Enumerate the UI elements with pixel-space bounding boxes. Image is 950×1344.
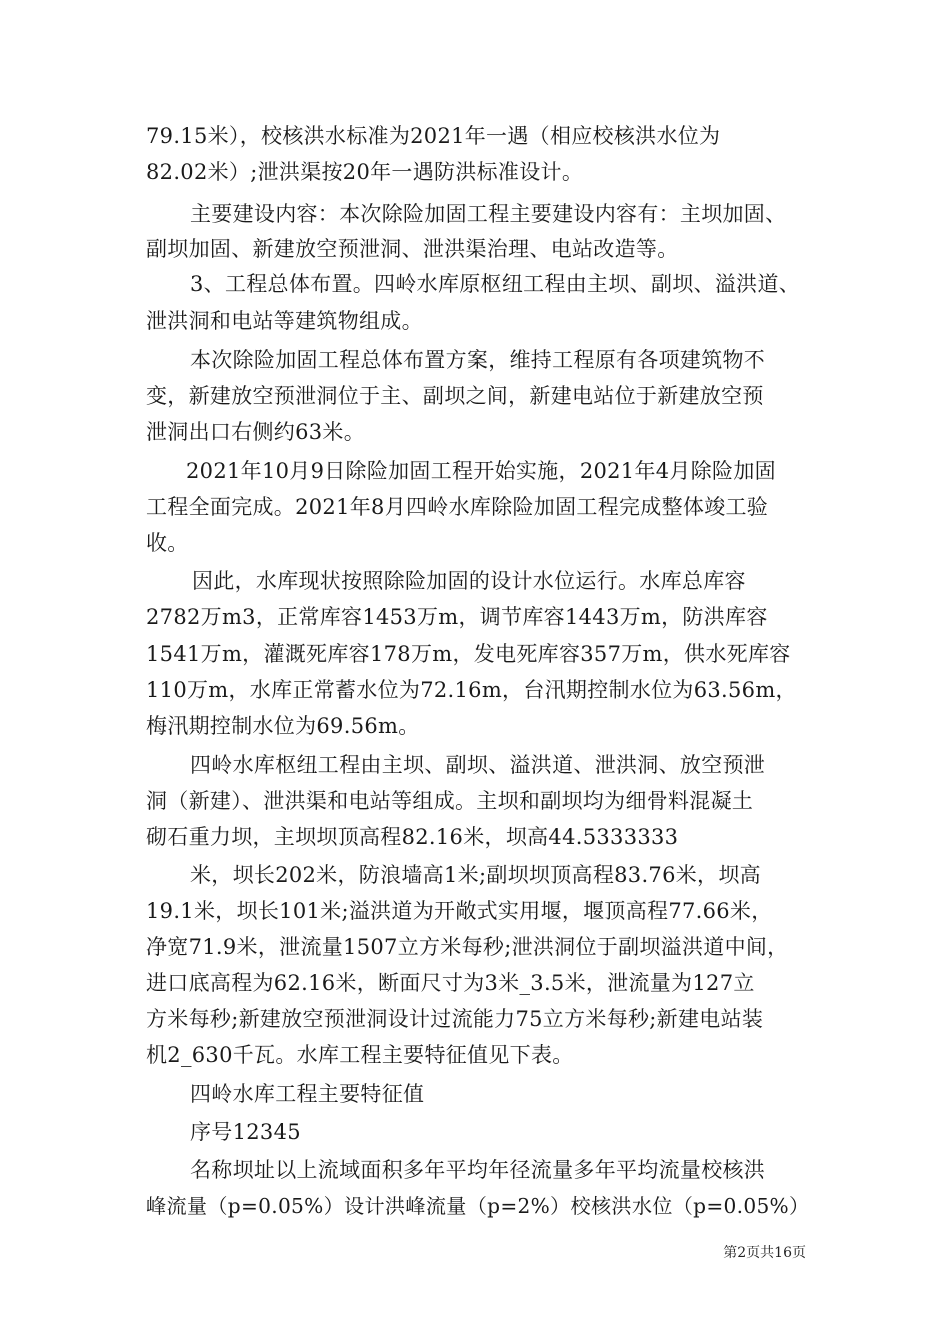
text-line: 米，坝长202米，防浪墙高1米;副坝坝顶高程83.76米，坝高 (190, 863, 761, 887)
text-line: 洞（新建）、泄洪渠和电站等组成。主坝和副坝均为细骨料混凝土 (146, 789, 754, 813)
text-line: 79.15米），校核洪水标准为2021年一遇（相应校核洪水位为 (146, 124, 721, 148)
text-line: 3、工程总体布置。四岭水库原枢纽工程由主坝、副坝、溢洪道、 (190, 272, 801, 296)
text-line: 泄洪洞和电站等建筑物组成。 (146, 309, 423, 333)
text-line: 净宽71.9米，泄流量1507立方米每秒;泄洪洞位于副坝溢洪道中间， (146, 935, 789, 959)
table-caption: 四岭水库工程主要特征值 (190, 1082, 425, 1106)
text-line: 四岭水库枢纽工程由主坝、副坝、溢洪道、泄洪洞、放空预泄 (190, 753, 766, 777)
text-line: 序号12345 (190, 1120, 301, 1144)
text-line: 收。 (146, 531, 189, 555)
text-line: 工程全面完成。2021年8月四岭水库除险加固工程完成整体竣工验 (146, 495, 769, 519)
text-line: 2021年10月9日除险加固工程开始实施，2021年4月除险加固 (186, 459, 776, 483)
text-line: 副坝加固、新建放空预泄洞、泄洪渠治理、电站改造等。 (146, 237, 679, 261)
text-line: 进口底高程为62.16米，断面尺寸为3米_3.5米，泄流量为127立 (146, 971, 755, 995)
text-line: 因此，水库现状按照除险加固的设计水位运行。水库总库容 (192, 569, 746, 593)
text-line: 主要建设内容：本次除险加固工程主要建设内容有：主坝加固、 (190, 202, 787, 226)
text-line: 110万m，水库正常蓄水位为72.16m，台汛期控制水位为63.56m， (146, 678, 797, 702)
text-line: 梅汛期控制水位为69.56m。 (146, 714, 420, 738)
text-line: 泄洞出口右侧约63米。 (146, 420, 366, 444)
text-line: 82.02米）;泄洪渠按20年一遇防洪标准设计。 (146, 160, 584, 184)
text-line: 名称坝址以上流域面积多年平均年径流量多年平均流量校核洪 (190, 1158, 766, 1182)
page-number: 第2页共16页 (723, 1245, 806, 1261)
text-line: 2782万m3，正常库容1453万m，调节库容1443万m，防洪库容 (146, 605, 768, 629)
text-line: 19.1米，坝长101米;溢洪道为开敞式实用堰，堰顶高程77.66米， (146, 899, 773, 923)
text-line: 1541万m，灌溉死库容178万m，发电死库容357万m，供水死库容 (146, 642, 791, 666)
text-line: 峰流量（p=0.05%）设计洪峰流量（p=2%）校核洪水位（p=0.05%） (146, 1194, 810, 1218)
text-line: 本次除险加固工程总体布置方案，维持工程原有各项建筑物不 (190, 348, 766, 372)
text-line: 机2_630千瓦。水库工程主要特征值见下表。 (146, 1043, 574, 1067)
text-line: 方米每秒;新建放空预泄洞设计过流能力75立方米每秒;新建电站装 (146, 1007, 764, 1031)
text-line: 砌石重力坝，主坝坝顶高程82.16米，坝高44.5333333 (146, 825, 679, 849)
text-line: 变，新建放空预泄洞位于主、副坝之间，新建电站位于新建放空预 (146, 384, 764, 408)
